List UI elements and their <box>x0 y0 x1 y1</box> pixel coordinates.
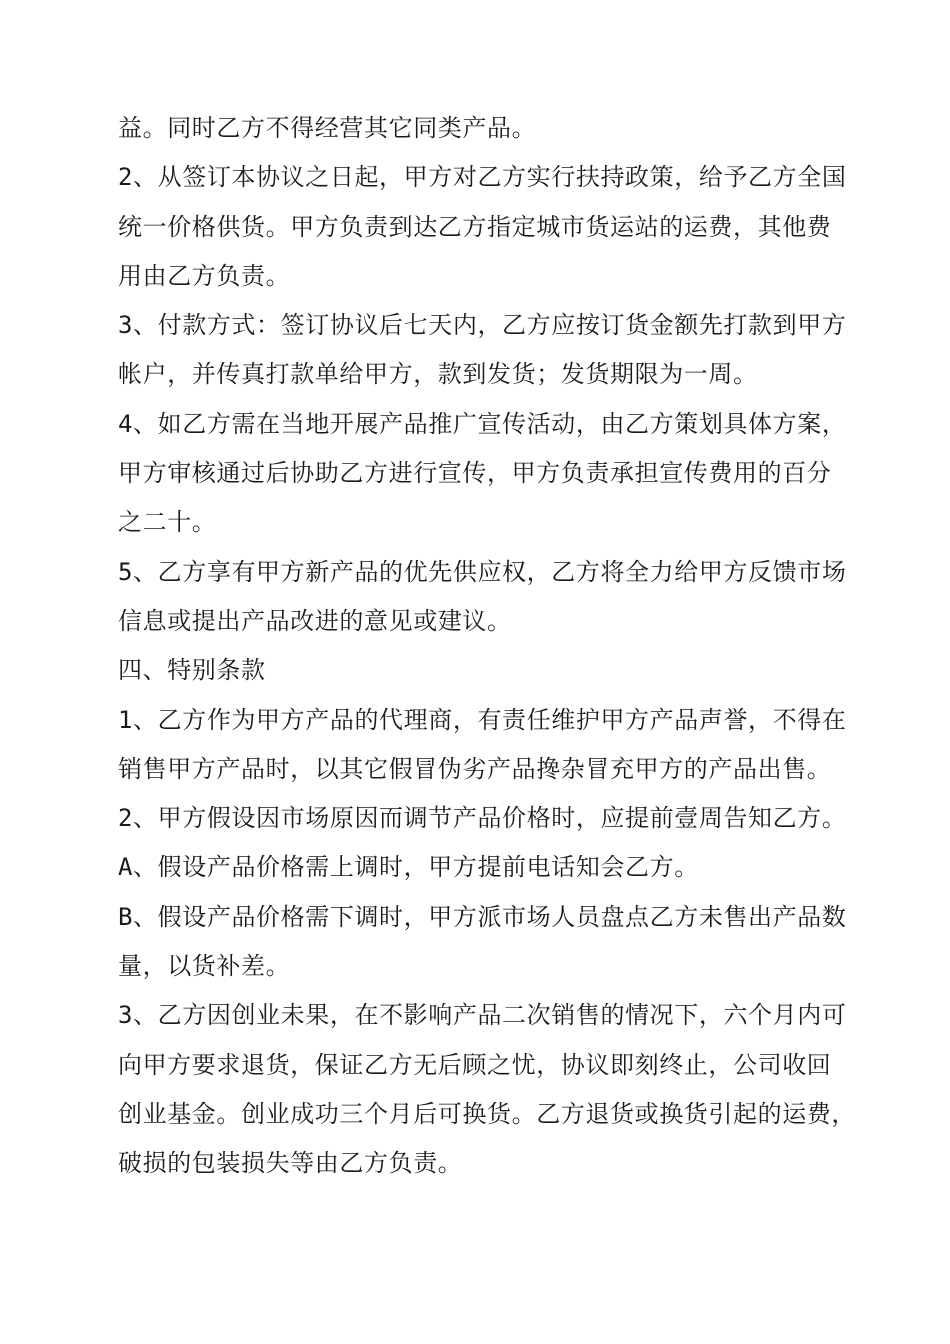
text-line: 帐户，并传真打款单给甲方，款到发货；发货期限为一周。 <box>118 360 758 389</box>
text-line: 统一价格供货。甲方负责到达乙方指定城市货运站的运费，其他费 <box>118 212 832 241</box>
text-line: 5、乙方享有甲方新产品的优先供应权，乙方将全力给甲方反馈市场 <box>118 557 847 586</box>
text-line: B、假设产品价格需下调时，甲方派市场人员盘点乙方未售出产品数 <box>118 902 847 931</box>
text-line: 用由乙方负责。 <box>118 261 291 290</box>
text-line: 甲方审核通过后协助乙方进行宣传，甲方负责承担宣传费用的百分 <box>118 459 832 488</box>
text-line: A、假设产品价格需上调时，甲方提前电话知会乙方。 <box>118 853 699 882</box>
text-line: 1、乙方作为甲方产品的代理商，有责任维护甲方产品声誉，不得在 <box>118 705 847 734</box>
text-line: 创业基金。创业成功三个月后可换货。乙方退货或换货引起的运费， <box>118 1099 856 1128</box>
text-line: 4、如乙方需在当地开展产品推广宣传活动，由乙方策划具体方案， <box>118 409 847 438</box>
text-line: 3、付款方式：签订协议后七天内，乙方应按订货金额先打款到甲方 <box>118 311 847 340</box>
text-line: 信息或提出产品改进的意见或建议。 <box>118 606 512 635</box>
text-line: 3、乙方因创业未果，在不影响产品二次销售的情况下，六个月内可 <box>118 1001 847 1030</box>
text-line: 益。同时乙方不得经营其它同类产品。 <box>118 114 537 142</box>
text-line: 向甲方要求退货，保证乙方无后顾之忧，协议即刻终止，公司收回 <box>118 1050 832 1079</box>
text-line: 量，以货补差。 <box>118 952 291 981</box>
section-heading: 四、特别条款 <box>118 656 266 685</box>
text-line: 之二十。 <box>118 508 217 537</box>
text-line: 2、从签订本协议之日起，甲方对乙方实行扶持政策，给予乙方全国 <box>118 163 847 192</box>
document-body <box>118 104 856 1189</box>
text-line: 破损的包装损失等由乙方负责。 <box>118 1149 463 1178</box>
text-line: 销售甲方产品时，以其它假冒伪劣产品搀杂冒充甲方的产品出售。 <box>118 754 832 783</box>
text-line: 2、甲方假设因市场原因而调节产品价格时，应提前壹周告知乙方。 <box>118 804 847 833</box>
